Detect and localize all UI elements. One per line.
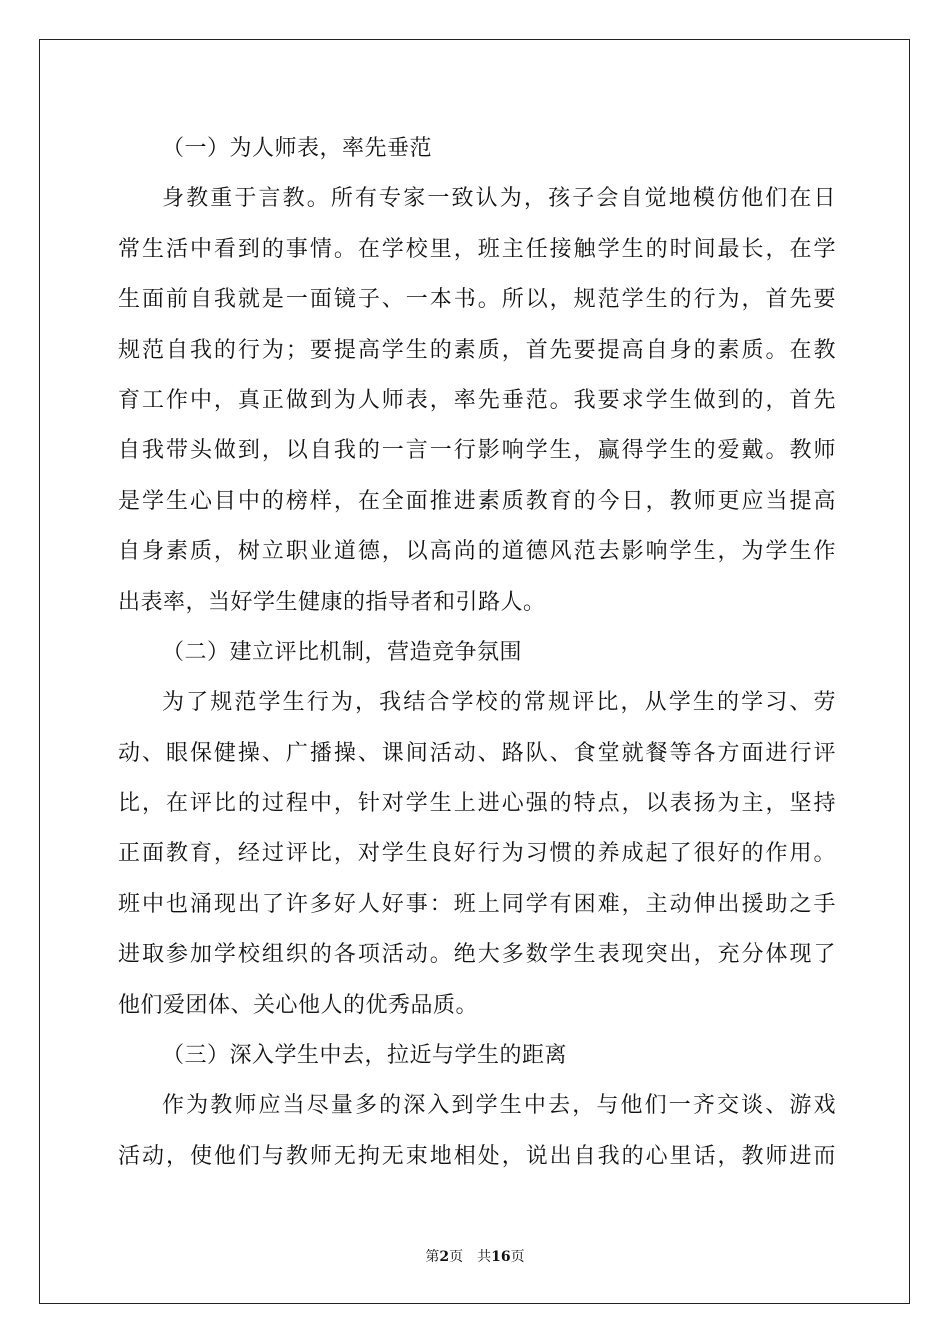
paragraph-line: 常生活中看到的事情。在学校里，班主任接触学生的时间最长，在学 [118, 236, 836, 262]
total-page-count: 16 [491, 1249, 511, 1265]
footer-page-suffix: 页 [449, 1249, 464, 1265]
section-heading-1: （一）为人师表，率先垂范 [162, 136, 433, 161]
paragraph-line: 为了规范学生行为，我结合学校的常规评比，从学生的学习、劳 [162, 690, 836, 716]
footer-total-suffix: 页 [510, 1249, 525, 1265]
section-heading-2: （二）建立评比机制，营造竞争氛围 [162, 639, 523, 665]
footer-total-prefix: 共 [477, 1249, 492, 1265]
document-body [118, 124, 836, 1182]
paragraph-line: 规范自我的行为；要提高学生的素质，首先要提高自身的素质。在教 [118, 337, 836, 363]
paragraph-line: 作为教师应当尽量多的深入到学生中去，与他们一齐交谈、游戏 [162, 1093, 836, 1119]
paragraph-line: 正面教育，经过评比，对学生良好行为习惯的养成起了很好的作用。 [118, 841, 836, 867]
paragraph-line: 自身素质，树立职业道德，以高尚的道德风范去影响学生，为学生作 [118, 539, 836, 565]
paragraph-line: 育工作中，真正做到为人师表，率先垂范。我要求学生做到的，首先 [118, 387, 836, 413]
paragraph-line: 他们爱团体、关心他人的优秀品质。 [118, 992, 479, 1018]
paragraph-line: 活动，使他们与教师无拘无束地相处，说出自我的心里话，教师进而 [118, 1143, 836, 1169]
paragraph-line: 生面前自我就是一面镜子、一本书。所以，规范学生的行为，首先要 [118, 287, 836, 313]
section-heading-3: （三）深入学生中去，拉近与学生的距离 [162, 1043, 568, 1069]
paragraph-line: 自我带头做到，以自我的一言一行影响学生，赢得学生的爱戴。教师 [118, 438, 836, 464]
footer-prefix: 第 [425, 1249, 440, 1265]
paragraph-line: 出表率，当好学生健康的指导者和引路人。 [118, 589, 546, 615]
paragraph-line: 身教重于言教。所有专家一致认为，孩子会自觉地模仿他们在日 [162, 186, 836, 212]
current-page-number: 2 [439, 1249, 450, 1265]
paragraph-line: 班中也涌现出了许多好人好事：班上同学有困难，主动伸出援助之手 [118, 891, 836, 917]
page-footer [0, 1246, 950, 1266]
paragraph-line: 是学生心目中的榜样，在全面推进素质教育的今日，教师更应当提高 [118, 488, 836, 514]
paragraph-line: 比，在评比的过程中，针对学生上进心强的特点，以表扬为主，坚持 [118, 791, 836, 817]
paragraph-line: 进取参加学校组织的各项活动。绝大多数学生表现突出，充分体现了 [118, 942, 836, 968]
paragraph-line: 动、眼保健操、广播操、课间活动、路队、食堂就餐等各方面进行评 [118, 740, 836, 766]
